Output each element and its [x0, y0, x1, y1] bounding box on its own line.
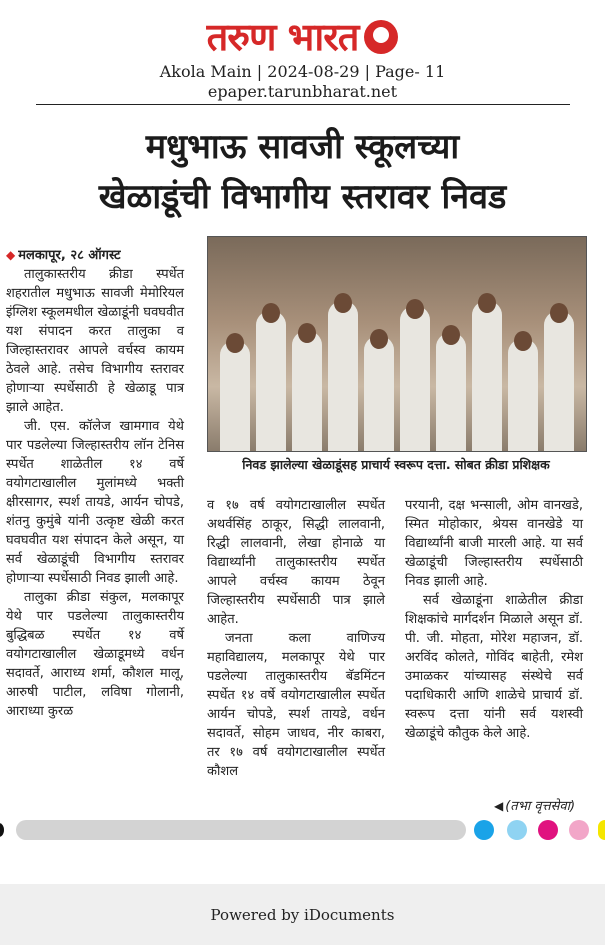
masthead-divider — [36, 104, 570, 105]
site-url[interactable]: epaper.tarunbharat.net — [207, 82, 398, 101]
news-service-signoff — [494, 796, 575, 814]
photo-head — [478, 293, 496, 313]
photo-figure — [400, 306, 430, 451]
paragraph: तालुका क्रीडा संकुल, मलकापूर येथे पार पडलेल्या तालुकास्तरीय बुद्धिबळ स्पर्धेत १४ वर्षे वयोगटाखालील खेळाडूमध्ये वर्धन सदावर्ते, आराध्य शर्मा, कौशल मालू, आरुषी पाटील, लविषा गोलानी, आराध्या कुरळ — [6, 590, 184, 719]
dateline — [6, 246, 184, 265]
photo-head — [226, 333, 244, 353]
photo-figure — [292, 331, 322, 451]
paragraph: जनता कला वाणिज्य महाविद्यालय, मलकापूर येथे पार पडलेल्या तालुकास्तरीय बॅडमिंटन स्पर्धेत १४ वर्षे वयोगटाखालील स्पर्धेत आर्यन चोपडे, स्पर्श तायडे, वर्धन सदावर्ते, सोहम जाधव, नीर काबरा, तर १७ वर्ष वयोगटाखालील स्पर्धेत कौशल — [207, 631, 385, 779]
article-headline — [0, 122, 605, 222]
photo-head — [442, 325, 460, 345]
photo-head — [262, 303, 280, 323]
headline-line-2: खेळाडूंची विभागीय स्तरावर निवड — [98, 177, 507, 217]
paragraph: जी. एस. कॉलेज खामगाव येथे पार पडलेल्या जिल्हास्तरीय लॉन टेनिस स्पर्धेत शाळेतील १४ वर्षे वयोगटाखालील मुलांमध्ये भक्ती क्षीरसागर, स्पर्श तायडे, आर्यन चोपडे, शंतनु कुमुंबे यांनी उत्कृष्ट खेळी करत घवघवीत यश संपादन केले असून, या सर्व खेळाडूंची विभागीय स्तरावर होणाऱ्या स्पर्धेसाठी निवड झाली आहे. — [6, 419, 184, 586]
signoff-text: (तभा वृत्तसेवा) — [505, 799, 576, 814]
edition-info: Akola Main | 2024-08-29 | Page- 11 — [159, 62, 446, 81]
photo-figure — [508, 339, 538, 451]
powered-by-link[interactable]: Powered by iDocuments — [210, 906, 395, 924]
dateline-text: मलकापूर, २८ ऑगस्ट — [18, 248, 121, 263]
photo-head — [514, 331, 532, 351]
headline-line-1: मधुभाऊ सावजी स्कूलच्या — [145, 127, 460, 167]
photo-figure — [328, 301, 358, 451]
photo-figure — [220, 341, 250, 451]
photo-head — [298, 323, 316, 343]
paragraph: व १७ वर्ष वयोगटाखालील स्पर्धेत अथर्वसिंह ठाकूर, सिद्धी लालवानी, रिद्धी लालवानी, लेखा होनाळे या विद्यार्थ्यांनी तालुकास्तरीय स्पर्धेत आपले वर्चस्व कायम ठेवून जिल्हास्तरीय स्पर्धेसाठी पात्र झाले आहेत. — [207, 498, 385, 627]
photo-figure — [472, 301, 502, 451]
page-edge-dot — [0, 823, 4, 837]
team-photo[interactable] — [207, 236, 587, 452]
photo-figure — [544, 311, 574, 451]
color-dot-magenta — [538, 820, 558, 840]
photo-figure — [364, 336, 394, 451]
color-dot-yellow — [598, 820, 605, 840]
color-dot-cyan — [474, 820, 494, 840]
paragraph: सर्व खेळाडूंना शाळेतील क्रीडा शिक्षकांचे मार्गदर्शन मिळाले असून डॉ. पी. जी. मोहता, मोरेश महाजन, डॉ. अरविंद कोलते, गोविंद बाहेती, रमेश उमाळकर यांच्यासह संस्थेचे सर्व पदाधिकारी आणि शाळेचे प्राचार्य डॉ. स्वरूप दत्ता यांनी सर्व यशस्वी खेळाडूंचे कौतुक केले आहे. — [405, 593, 583, 741]
article-column-1 — [6, 246, 184, 721]
photo-caption: निवड झालेल्या खेळाडूंसह प्राचार्य स्वरूप दत्ता. सोबत क्रीडा प्रशिक्षक — [242, 457, 550, 472]
photo-head — [406, 299, 424, 319]
logo-emblem-icon — [364, 20, 398, 54]
paragraph: तालुकास्तरीय क्रीडा स्पर्धेत शहरातील मधुभाऊ सावजी मेमोरियल इंग्लिश स्कूलमधील खेळाडूंनी घवघवीत यश संपादन करत तालुका व जिल्हास्तरावर आपले वर्चस्व कायम ठेवले आहे. तसेच विभागीय स्तरावर होणाऱ्या स्पर्धेसाठी हे खेळाडू पात्र झाले आहेत. — [6, 267, 184, 415]
masthead — [0, 14, 605, 60]
newspaper-logo — [207, 14, 399, 60]
color-dot-pink — [569, 820, 589, 840]
photo-figure — [256, 311, 286, 451]
paragraph: परयानी, दक्ष भन्साली, ओम वानखडे, स्मित मोहोकार, श्रेयस वानखेडे या विद्यार्थ्यांनी बाजी मारली आहे. या सर्व खेळाडूंची जिल्हास्तरीय स्पर्धेसाठी निवड झाली आहे. — [405, 498, 583, 589]
photo-head — [550, 303, 568, 323]
photo-figure — [436, 333, 466, 451]
triangle-left-icon: ◀ — [494, 799, 504, 813]
logo-text: तरुण भारत — [206, 15, 359, 59]
diamond-bullet-icon: ◆ — [6, 248, 16, 262]
article-column-3 — [405, 496, 583, 743]
photo-head — [334, 293, 352, 313]
color-dot-light-cyan — [507, 820, 527, 840]
horizontal-scrollbar[interactable] — [16, 820, 466, 840]
photo-head — [370, 329, 388, 349]
article-column-2 — [207, 496, 385, 781]
